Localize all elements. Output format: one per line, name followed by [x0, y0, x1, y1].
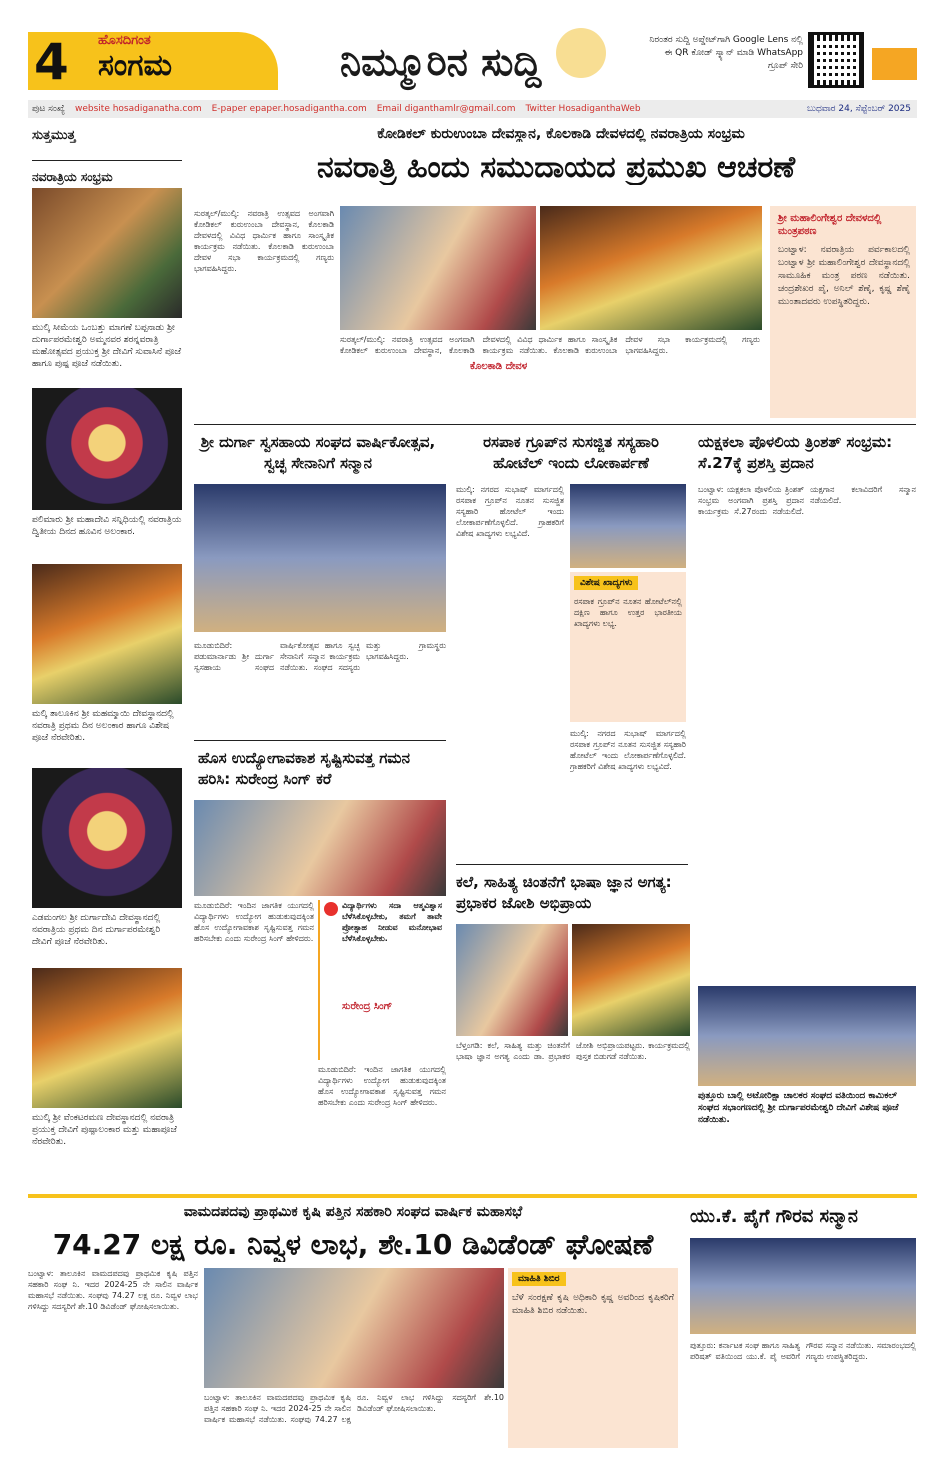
story6-photo-caption: ಪುತ್ತೂರು ಬಾಲ್ಲಿ ಅಟೋರಿಕ್ಷಾ ಚಾಲಕರ ಸಂಘದ ವತಿಯಿಂದ ಕಾಮಿಕಲ್ ಸಂಘದ ಸಭಾಂಗಣದಲ್ಲಿ ಶ್ರೀ ದುರ್ಗಾಪರಮೇಶ್ವರಿ ದೇವಿಗೆ ವಿಶೇಷ ಪೂಜೆ ನಡೆಯಿತು.	[698, 1091, 899, 1125]
sidebar-caption-2: ಪಲಿಮಾರು ಶ್ರೀ ಮಹಾದೇವಿ ಸನ್ನಿಧಿಯಲ್ಲಿ ನವರಾತ್ರಿಯ ದ್ವಿತೀಯ ದಿನದ ಹೂವಿನ ಅಲಂಕಾರ.	[32, 515, 182, 537]
qr-pattern	[816, 40, 856, 80]
story7-kicker: ವಾಮದಪದವು ಪ್ರಾಥಮಿಕ ಕೃಷಿ ಪತ್ತಿನ ಸಹಕಾರಿ ಸಂಘದ ವಾರ್ಷಿಕ ಮಹಾಸಭೆ	[183, 1204, 523, 1220]
lead-headline: ನವರಾತ್ರಿ ಹಿಂದು ಸಮುದಾಯದ ಪ್ರಮುಖ ಆಚರಣೆ	[316, 150, 796, 185]
story6-photo-2	[572, 924, 690, 1036]
sun-icon	[556, 28, 606, 78]
story2-photo	[194, 484, 446, 632]
sidebar-title: ಸುತ್ತಮುತ್ತ	[32, 128, 76, 143]
story8-headline: ಯು.ಕೆ. ಪೈಗೆ ಗೌರವ ಸನ್ಮಾನ	[690, 1206, 858, 1227]
story3-body-cont: ಮುಲ್ಕಿ: ನಗರದ ಸುಭಾಷ್ ಮಾರ್ಗದಲ್ಲಿ ರಸಪಾಕ ಗ್ರೂಪ್‌ನ ನೂತನ ಸುಸಜ್ಜಿತ ಸಸ್ಯಹಾರಿ ಹೋಟೆಲ್ ಇಂದು ಲೋಕಾರ್ಪಣೆಗೊಳ್ಳಲಿದೆ. ಗ್ರಾಹಕರಿಗೆ ವಿಶೇಷ ಖಾದ್ಯಗಳು ಲಭ್ಯವಿದೆ.	[570, 729, 686, 771]
info-bar	[28, 100, 917, 118]
epaper-link[interactable]: E-paper epaper.hosadigantha.com	[211, 104, 367, 114]
sidebar-caption-1: ಮುಲ್ಕಿ ಸೀಮೆಯ ಒಂಬತ್ತು ಮಾಗಣೆ ಬಪ್ಪನಾಡು ಶ್ರೀ ದುರ್ಗಾಪರಮೇಶ್ವರಿ ಅಮ್ಮನವರ ಶರನ್ನವರಾತ್ರಿ ಮಹೋತ್ಸವದ ಪ್ರಯುಕ್ತ ಶ್ರೀ ದೇವಿಗೆ ಸುವಾಸಿನೆ ಪೂಜೆ ಹಾಗೂ ಪುಷ್ಪ ಪೂಜೆ ನಡೆಯಿತು.	[32, 323, 182, 369]
divider	[456, 864, 688, 865]
lead-body-cont: ಸುರತ್ಕಲ್/ಮುಲ್ಕಿ: ನವರಾತ್ರಿ ಉತ್ಸವದ ಅಂಗವಾಗಿ ಕೋಡಿಕಲ್ ಕುರುಉಂಬಾ ದೇವಸ್ಥಾನ, ಕೊಲಕಾಡಿ ದೇವಳದಲ್ಲಿ ವಿವಿಧ ಧಾರ್ಮಿಕ ಹಾಗೂ ಸಾಂಸ್ಕೃತಿಕ ಕಾರ್ಯಕ್ರಮ ನಡೆಯಿತು. ಕೊಲಕಾಡಿ ಕುರುಉಂಬಾ ದೇವಳ ಸಭಾ ಕಾರ್ಯಕ್ರಮದಲ್ಲಿ ಗಣ್ಯರು ಭಾಗವಹಿಸಿದ್ದರು.	[340, 335, 760, 355]
story2-headline: ಶ್ರೀ ದುರ್ಗಾ ಸ್ವಸಹಾಯ ಸಂಘದ ವಾರ್ಷಿಕೋತ್ಸವ, ಸ್ವಚ್ಛ ಸೇನಾನಿಗೆ ಸನ್ಮಾನ	[200, 433, 436, 472]
qr-instructions: ನಿರಂತರ ಸುದ್ದಿ ಅಪ್ಡೇಟ್‌ಗಾಗಿ Google Lens ನಲ್ಲಿ ಈ QR ಕೋಡ್ ಸ್ಕ್ಯಾನ್ ಮಾಡಿ WhatsApp ಗ್ರೂಪ್ ಸೇರಿ	[649, 35, 803, 71]
page-number: 4	[34, 33, 69, 91]
sidebar-caption-4: ಎಡಮಂಗಲ ಶ್ರೀ ದುರ್ಗಾದೇವಿ ದೇವಸ್ಥಾನದಲ್ಲಿ ನವರಾತ್ರಿಯ ಪ್ರಥಮ ದಿನ ದುರ್ಗಾಪರಮೇಶ್ವರಿ ದೇವಿಗೆ ಪೂಜೆ ನೆರವೇರಿತು.	[32, 913, 161, 947]
sidebar-photo-2	[32, 388, 182, 510]
story5-quote-by: ಸುರೇಂದ್ರ ಸಿಂಗ್	[342, 1001, 393, 1012]
sidebar-caption-5: ಮುಲ್ಕಿ ಶ್ರೀ ವೆಂಕಟರಮಣ ದೇವಸ್ಥಾನದಲ್ಲಿ ನವರಾತ್ರಿ ಪ್ರಯುಕ್ತ ದೇವಿಗೆ ಪುಷ್ಪಾಲಂಕಾರ ಮತ್ತು ಮಹಾಪೂಜೆ ನೆರವೇರಿತು.	[32, 1113, 177, 1147]
story3-headline: ರಸಪಾಕ ಗ್ರೂಪ್‌ನ ಸುಸಜ್ಜಿತ ಸಸ್ಯಹಾರಿ ಹೋಟೆಲ್ ಇಂದು ಲೋಕಾರ್ಪಣೆ	[483, 433, 659, 472]
story4-body: ಬಂಟ್ವಾಳ: ಯಕ್ಷಕಲಾ ಪೊಳಲಿಯ ತ್ರಿಂಶತ್ ಸಂಭ್ರಮ ಅಂಗವಾಗಿ ಪ್ರಶಸ್ತಿ ಪ್ರದಾನ ಕಾರ್ಯಕ್ರಮ ಸೆ.27ರಂದು ನಡೆಯಲಿದೆ. ಯಕ್ಷಗಾನ ಕಲಾವಿದರಿಗೆ ಸನ್ಮಾನ ನಡೆಯಲಿದೆ.	[698, 485, 916, 516]
lead-kicker: ಕೋಡಿಕಲ್ ಕುರುಉಂಬಾ ದೇವಸ್ಥಾನ, ಕೊಲಕಾಡಿ ದೇವಳದಲ್ಲಿ ನವರಾತ್ರಿಯ ಸಂಭ್ರಮ	[377, 126, 745, 142]
story6-photo-3	[698, 986, 916, 1086]
story7-body-cont: ಬಂಟ್ವಾಳ: ತಾಲೂಕಿನ ವಾಮದಪದವು ಪ್ರಾಥಮಿಕ ಕೃಷಿ ಪತ್ತಿನ ಸಹಕಾರಿ ಸಂಘ ನಿ. ಇದರ 2024-25 ನೇ ಸಾಲಿನ ವಾರ್ಷಿಕ ಮಹಾಸಭೆ ನಡೆಯಿತು. ಸಂಘವು 74.27 ಲಕ್ಷ ರೂ. ನಿವ್ವಳ ಲಾಭ ಗಳಿಸಿದ್ದು ಸದಸ್ಯರಿಗೆ ಶೇ.10 ಡಿವಿಡೆಂಡ್ ಘೋಷಿಸಲಾಯಿತು.	[204, 1393, 504, 1424]
sidebar-caption-3: ಮಲ್ಕಿ ತಾಲೂಕಿನ ಶ್ರೀ ಮಹಮ್ಮಾಯಿ ದೇವಸ್ಥಾನದಲ್ಲಿ ನವರಾತ್ರಿ ಪ್ರಥಮ ದಿನ ಅಲಂಕಾರ ಹಾಗೂ ವಿಶೇಷ ಪೂಜೆ ನೆರವೇರಿತು.	[32, 709, 174, 743]
sidebar-photo-5	[32, 968, 182, 1108]
story5-headline: ಹೊಸ ಉದ್ಯೋಗಾವಕಾಶ ಸೃಷ್ಟಿಸುವತ್ತ ಗಮನ ಹರಿಸಿ: ಸುರೇಂದ್ರ ಸಿಂಗ್ ಕರೆ	[198, 749, 410, 788]
story8-photo	[690, 1238, 916, 1334]
quote-icon	[324, 902, 338, 916]
sidebar-subtitle: ನವರಾತ್ರಿಯ ಸಂಭ್ರಮ	[32, 170, 113, 184]
divider	[194, 740, 446, 741]
lead-box-body: ಬಂಟ್ವಾಳ: ನವರಾತ್ರಿಯ ಪರ್ವಕಾಲದಲ್ಲಿ ಬಂಟ್ವಾಳ ಶ್ರೀ ಮಹಾಲಿಂಗೇಶ್ವರ ದೇವಸ್ಥಾನದಲ್ಲಿ ಸಾಮೂಹಿಕ ಮಂತ್ರ ಪಠಣ ನಡೆಯಿತು. ಚಂದ್ರಶೇಖರ ಪೈ, ಅನಿಲ್ ಶೆಣೈ, ಕೃಷ್ಣ ಶೆಣೈ ಮುಂತಾದವರು ಉಪಸ್ಥಿತರಿದ್ದರು.	[778, 245, 910, 307]
story3-box-body: ರಸಪಾಕ ಗ್ರೂಪ್‌ನ ನೂತನ ಹೋಟೆಲ್‌ನಲ್ಲಿ ದಕ್ಷಿಣ ಹಾಗೂ ಉತ್ತರ ಭಾರತೀಯ ಖಾದ್ಯಗಳು ಲಭ್ಯ.	[574, 597, 682, 628]
email-link[interactable]: Email diganthamlr@gmail.com	[376, 104, 516, 114]
story3-body: ಮುಲ್ಕಿ: ನಗರದ ಸುಭಾಷ್ ಮಾರ್ಗದಲ್ಲಿ ರಸಪಾಕ ಗ್ರೂಪ್‌ನ ನೂತನ ಸುಸಜ್ಜಿತ ಸಸ್ಯಹಾರಿ ಹೋಟೆಲ್ ಇಂದು ಲೋಕಾರ್ಪಣೆಗೊಳ್ಳಲಿದೆ. ಗ್ರಾಹಕರಿಗೆ ವಿಶೇಷ ಖಾದ್ಯಗಳು ಲಭ್ಯವಿದೆ.	[456, 485, 564, 538]
story5-quote: ವಿದ್ಯಾರ್ಥಿಗಳು ಸದಾ ಆತ್ಮವಿಶ್ವಾಸ ಬೆಳೆಸಿಕೊಳ್ಳಬೇಕು, ತಮಗೆ ತಾವೇ ಪ್ರೋತ್ಸಾಹ ನೀಡುವ ಮನೋಭಾವ ಬೆಳೆಸಿಕೊಳ್ಳಬೇಕು.	[342, 901, 442, 943]
sidebar-photo-3	[32, 564, 182, 704]
issue-date: ಬುಧವಾರ 24, ಸೆಪ್ಟೆಂಬರ್ 2025	[807, 104, 911, 114]
lead-photo-2	[540, 206, 762, 330]
lead-box-title: ಶ್ರೀ ಮಹಾಲಿಂಗೇಶ್ವರ ದೇವಳದಲ್ಲಿ ಮಂತ್ರಪಠಣ	[778, 213, 882, 237]
story7-box-title: ಮಾಹಿತಿ ಶಿಬಿರ	[512, 1272, 566, 1286]
story7-photo	[204, 1268, 504, 1388]
corner-block	[872, 48, 917, 80]
story8-body: ಪುತ್ತೂರು: ಕರ್ನಾಟಕ ಸಂಘ ಹಾಗೂ ಸಾಹಿತ್ಯ ಪರಿಷತ್ ವತಿಯಿಂದ ಯು.ಕೆ. ಪೈ ಅವರಿಗೆ ಗೌರವ ಸನ್ಮಾನ ನಡೆಯಿತು. ಸಮಾರಂಭದಲ್ಲಿ ಗಣ್ಯರು ಉಪಸ್ಥಿತರಿದ್ದರು.	[690, 1341, 916, 1361]
divider	[32, 160, 182, 161]
story3-photo	[570, 484, 686, 568]
section-label: ಪುಟ ಸಂಖ್ಯೆ	[32, 104, 65, 114]
lead-body: ಸುರತ್ಕಲ್/ಮುಲ್ಕಿ: ನವರಾತ್ರಿ ಉತ್ಸವದ ಅಂಗವಾಗಿ ಕೋಡಿಕಲ್ ಕುರುಉಂಬಾ ದೇವಸ್ಥಾನ, ಕೊಲಕಾಡಿ ದೇವಳದಲ್ಲಿ ವಿವಿಧ ಧಾರ್ಮಿಕ ಹಾಗೂ ಸಾಂಸ್ಕೃತಿಕ ಕಾರ್ಯಕ್ರಮ ನಡೆಯಿತು. ಕೊಲಕಾಡಿ ಕುರುಉಂಬಾ ದೇವಳ ಸಭಾ ಕಾರ್ಯಕ್ರಮದಲ್ಲಿ ಗಣ್ಯರು ಭಾಗವಹಿಸಿದ್ದರು.	[194, 209, 334, 273]
story5-body-cont: ಮೂಡುಬಿದಿರೆ: ಇಂದಿನ ಜಾಗತಿಕ ಯುಗದಲ್ಲಿ ವಿದ್ಯಾರ್ಥಿಗಳು ಉದ್ಯೋಗ ಹುಡುಕುವುದಕ್ಕಿಂತ ಹೊಸ ಉದ್ಯೋಗಾವಕಾಶ ಸೃಷ್ಟಿಸುವತ್ತ ಗಮನ ಹರಿಸಬೇಕು ಎಂದು ಸುರೇಂದ್ರ ಸಿಂಗ್ ಹೇಳಿದರು.	[318, 1065, 446, 1107]
story5-body: ಮೂಡುಬಿದಿರೆ: ಇಂದಿನ ಜಾಗತಿಕ ಯುಗದಲ್ಲಿ ವಿದ್ಯಾರ್ಥಿಗಳು ಉದ್ಯೋಗ ಹುಡುಕುವುದಕ್ಕಿಂತ ಹೊಸ ಉದ್ಯೋಗಾವಕಾಶ ಸೃಷ್ಟಿಸುವತ್ತ ಗಮನ ಹರಿಸಬೇಕು ಎಂದು ಸುರೇಂದ್ರ ಸಿಂಗ್ ಹೇಳಿದರು.	[194, 901, 314, 943]
page-title: ನಿಮ್ಮೂರಿನ ಸುದ್ದಿ	[340, 40, 542, 84]
sidebar-photo-1	[32, 188, 182, 318]
story4-headline: ಯಕ್ಷಕಲಾ ಪೊಳಲಿಯ ತ್ರಿಂಶತ್ ಸಂಭ್ರಮ: ಸೆ.27ಕ್ಕೆ ಪ್ರಶಸ್ತಿ ಪ್ರದಾನ	[698, 433, 893, 472]
story2-body: ಮೂಡುಬಿದಿರೆ: ಪಡುಮಾರ್ನಾಡು ಶ್ರೀ ದುರ್ಗಾ ಸ್ವಸಹಾಯ ಸಂಘದ ವಾರ್ಷಿಕೋತ್ಸವ ಹಾಗೂ ಸ್ವಚ್ಛ ಸೇನಾನಿಗೆ ಸನ್ಮಾನ ಕಾರ್ಯಕ್ರಮ ನಡೆಯಿತು. ಸಂಘದ ಸದಸ್ಯರು ಮತ್ತು ಗ್ರಾಮಸ್ಥರು ಭಾಗವಹಿಸಿದ್ದರು.	[194, 641, 446, 672]
website-link[interactable]: website hosadiganatha.com	[74, 104, 202, 114]
twitter-link[interactable]: Twitter HosadiganthaWeb	[525, 104, 641, 114]
brand: ಸಂಗಮ	[98, 48, 172, 83]
story6-headline: ಕಲೆ, ಸಾಹಿತ್ಯ ಚಿಂತನೆಗೆ ಭಾಷಾ ಜ್ಞಾನ ಅಗತ್ಯ: ಪ್ರಭಾಕರ ಜೋಶಿ ಅಭಿಪ್ರಾಯ	[456, 873, 672, 912]
story5-photo	[194, 800, 446, 896]
divider	[194, 424, 916, 425]
lead-subhead: ಕೊಲಕಾಡಿ ದೇವಳ	[470, 360, 590, 373]
brand-small: ಹೊಸದಿಗಂತ	[98, 33, 151, 48]
divider	[28, 1194, 917, 1198]
story6-photo-1	[456, 924, 568, 1036]
story7-body: ಬಂಟ್ವಾಳ: ತಾಲೂಕಿನ ವಾಮದಪದವು ಪ್ರಾಥಮಿಕ ಕೃಷಿ ಪತ್ತಿನ ಸಹಕಾರಿ ಸಂಘ ನಿ. ಇದರ 2024-25 ನೇ ಸಾಲಿನ ವಾರ್ಷಿಕ ಮಹಾಸಭೆ ನಡೆಯಿತು. ಸಂಘವು 74.27 ಲಕ್ಷ ರೂ. ನಿವ್ವಳ ಲಾಭ ಗಳಿಸಿದ್ದು ಸದಸ್ಯರಿಗೆ ಶೇ.10 ಡಿವಿಡೆಂಡ್ ಘೋಷಿಸಲಾಯಿತು.	[28, 1269, 198, 1311]
story3-box-title: ವಿಶೇಷ ಖಾದ್ಯಗಳು	[574, 576, 638, 590]
story7-headline: 74.27 ಲಕ್ಷ ರೂ. ನಿವ್ವಳ ಲಾಭ, ಶೇ.10 ಡಿವಿಡೆಂಡ್ ಘೋಷಣೆ	[52, 1228, 654, 1261]
story7-box-body: ಬೆಳೆ ಸಂರಕ್ಷಣೆ ಕೃಷಿ ಅಧಿಕಾರಿ ಕೃಷ್ಣ ಅವರಿಂದ ಕೃಷಿಕರಿಗೆ ಮಾಹಿತಿ ಶಿಬಿರ ನಡೆಯಿತು.	[512, 1293, 674, 1316]
story6-body: ಬೆಳ್ತಂಗಡಿ: ಕಲೆ, ಸಾಹಿತ್ಯ ಮತ್ತು ಚಿಂತನೆಗೆ ಭಾಷಾ ಜ್ಞಾನ ಅಗತ್ಯ ಎಂದು ಡಾ. ಪ್ರಭಾಕರ ಜೋಶಿ ಅಭಿಪ್ರಾಯಪಟ್ಟರು. ಕಾರ್ಯಕ್ರಮದಲ್ಲಿ ಪುಸ್ತಕ ಬಿಡುಗಡೆ ನಡೆಯಿತು.	[456, 1041, 690, 1061]
story5-quote-box	[318, 900, 446, 1060]
sidebar-photo-4	[32, 768, 182, 908]
lead-photo-1	[340, 206, 536, 330]
